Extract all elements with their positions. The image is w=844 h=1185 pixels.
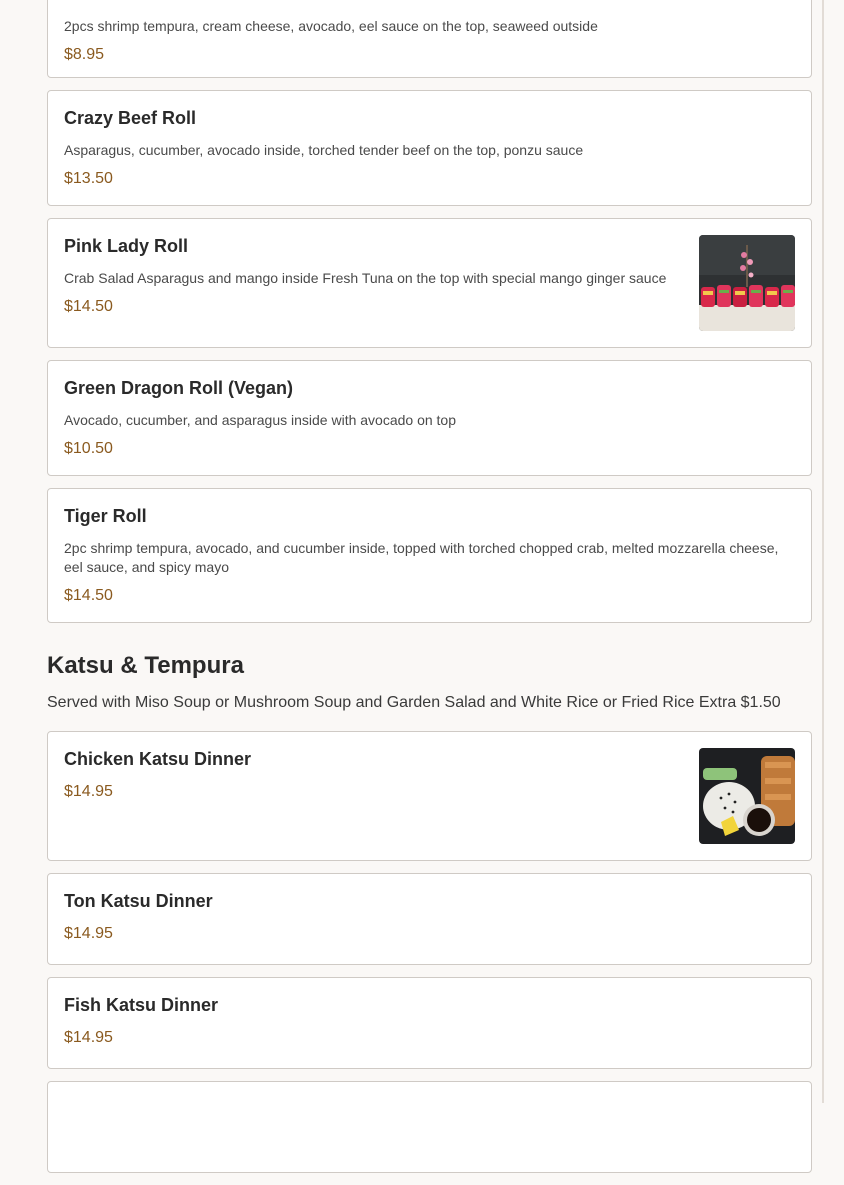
menu-item-card[interactable] — [47, 0, 812, 78]
item-name: Pink Lady Roll — [64, 236, 189, 256]
item-price: $13.50 — [64, 170, 113, 187]
menu-item-card[interactable] — [47, 731, 812, 861]
item-price: $8.95 — [64, 46, 105, 63]
item-name: Crazy Beef Roll — [64, 108, 197, 128]
menu-item-card[interactable] — [47, 1081, 812, 1173]
chicken-katsu-photo[interactable] — [699, 748, 795, 844]
item-name: Chicken Katsu Dinner — [64, 749, 252, 769]
menu-item-card[interactable] — [47, 218, 812, 348]
section-title: Katsu & Tempura — [47, 652, 244, 679]
menu-list — [47, 0, 812, 1185]
item-description: Avocado, cucumber, and asparagus inside with avocado on top — [64, 412, 456, 428]
item-price: $14.50 — [64, 587, 113, 604]
item-name: Green Dragon Roll (Vegan) — [64, 378, 294, 398]
item-price: $14.95 — [64, 925, 113, 942]
item-description: 2pcs shrimp tempura, cream cheese, avocado, eel sauce on the top, seaweed outside — [64, 18, 598, 34]
item-price: $14.95 — [64, 1029, 113, 1046]
menu-item-card[interactable] — [47, 488, 812, 623]
item-description: Asparagus, cucumber, avocado inside, torched tender beef on the top, ponzu sauce — [64, 142, 584, 158]
scrollbar-track[interactable] — [822, 0, 824, 1103]
menu-item-card[interactable] — [47, 90, 812, 206]
item-price: $10.50 — [64, 440, 113, 457]
item-price: $14.95 — [64, 783, 113, 800]
item-name: Fish Katsu Dinner — [64, 995, 219, 1015]
menu-item-card[interactable] — [47, 977, 812, 1069]
menu-item-card[interactable] — [47, 873, 812, 965]
item-price: $14.50 — [64, 298, 113, 315]
item-description: Crab Salad Asparagus and mango inside Fresh Tuna on the top with special mango ginger sauce — [64, 270, 667, 286]
menu-item-card[interactable] — [47, 360, 812, 476]
pink-lady-roll-photo[interactable] — [699, 235, 795, 331]
item-name: Ton Katsu Dinner — [64, 891, 213, 911]
item-description: 2pc shrimp tempura, avocado, and cucumber inside, topped with torched chopped crab, melted mozzarella cheese, eel sauce, and spicy mayo — [64, 540, 779, 575]
section-description: Served with Miso Soup or Mushroom Soup and Garden Salad and White Rice or Fried Rice Extra $1.50 — [47, 694, 781, 711]
item-name: Tiger Roll — [64, 506, 147, 526]
katsu-tempura-section — [47, 651, 812, 1173]
